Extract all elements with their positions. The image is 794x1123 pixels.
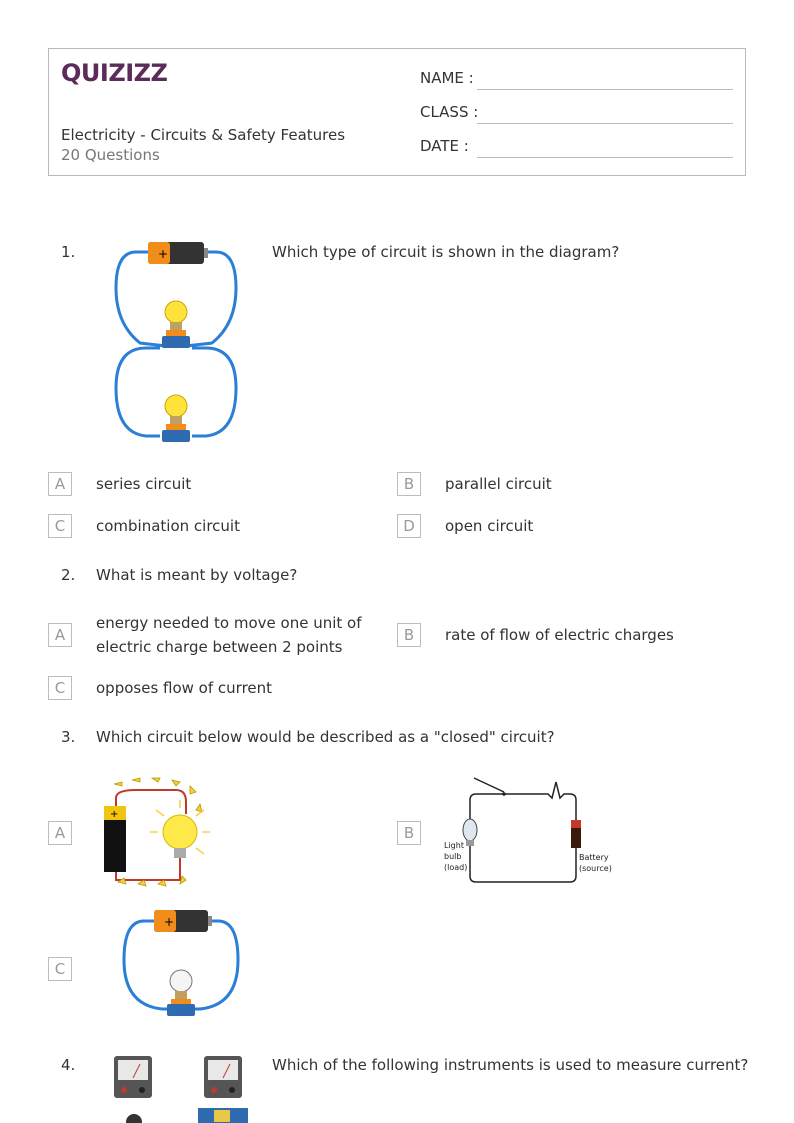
option-letter[interactable]: A: [48, 623, 72, 647]
option-text[interactable]: combination circuit: [96, 517, 240, 535]
option-letter[interactable]: C: [48, 676, 72, 700]
option-text[interactable]: opposes flow of current: [96, 679, 273, 697]
option-letter[interactable]: A: [48, 472, 72, 496]
svg-text:+: +: [158, 247, 169, 261]
option-letter[interactable]: A: [48, 821, 72, 845]
question-text: What is meant by voltage?: [96, 566, 298, 584]
light-bulb-icon: [167, 970, 195, 1016]
class-label: CLASS :: [420, 103, 479, 121]
option-text[interactable]: rate of flow of electric charges: [445, 626, 674, 644]
date-field[interactable]: [477, 157, 733, 158]
question-number: 1.: [61, 243, 76, 261]
battery-icon: [148, 242, 208, 264]
question-text: Which circuit below would be described as a "closed" circuit?: [96, 728, 555, 746]
date-label: DATE :: [420, 137, 469, 155]
option-letter[interactable]: D: [397, 514, 421, 538]
instruments-diagram: [98, 1050, 250, 1123]
battery-icon: [104, 806, 126, 872]
svg-text:+: +: [110, 809, 119, 820]
battery-icon: [154, 910, 212, 932]
question-number: 2.: [61, 566, 76, 584]
light-bulb-icon: [463, 819, 477, 846]
light-bulb-label: bulb: [444, 852, 462, 861]
battery-label: (source): [579, 864, 612, 873]
meter-icon: [114, 1056, 152, 1098]
name-label: NAME :: [420, 69, 474, 87]
light-bulb-icon: [162, 395, 190, 442]
name-field[interactable]: [477, 89, 733, 90]
option-letter[interactable]: B: [397, 623, 421, 647]
option-text-line2[interactable]: electric charge between 2 points: [96, 638, 343, 656]
option-letter[interactable]: C: [48, 514, 72, 538]
option-text-line1[interactable]: energy needed to move one unit of: [96, 614, 362, 632]
worksheet-header: [48, 48, 746, 176]
option-text[interactable]: parallel circuit: [445, 475, 552, 493]
battery-label: Battery: [579, 853, 609, 862]
question-text: Which of the following instruments is used to measure current?: [272, 1056, 749, 1074]
light-bulb-label: Light: [444, 841, 464, 850]
option-text[interactable]: series circuit: [96, 475, 192, 493]
combination-circuit-diagram: [96, 238, 256, 448]
meter-icon: [204, 1056, 242, 1098]
circuit-c-diagram[interactable]: [116, 905, 246, 1025]
option-letter[interactable]: B: [397, 821, 421, 845]
svg-text:+: +: [164, 915, 175, 929]
circuit-b-diagram[interactable]: [440, 776, 610, 886]
quizizz-logo: QUIZIZZ: [61, 59, 168, 87]
option-text[interactable]: open circuit: [445, 517, 534, 535]
light-bulb-icon: [162, 301, 190, 348]
option-letter[interactable]: C: [48, 957, 72, 981]
worksheet-title: Electricity - Circuits & Safety Features: [61, 126, 346, 144]
circuit-a-diagram[interactable]: [96, 772, 216, 892]
class-field[interactable]: [477, 123, 733, 124]
question-number: 3.: [61, 728, 76, 746]
battery-icon: [571, 820, 581, 848]
light-bulb-label: (load): [444, 863, 468, 872]
question-text: Which type of circuit is shown in the diagram?: [272, 243, 620, 261]
option-letter[interactable]: B: [397, 472, 421, 496]
question-number: 4.: [61, 1056, 76, 1074]
question-count: 20 Questions: [61, 146, 160, 164]
